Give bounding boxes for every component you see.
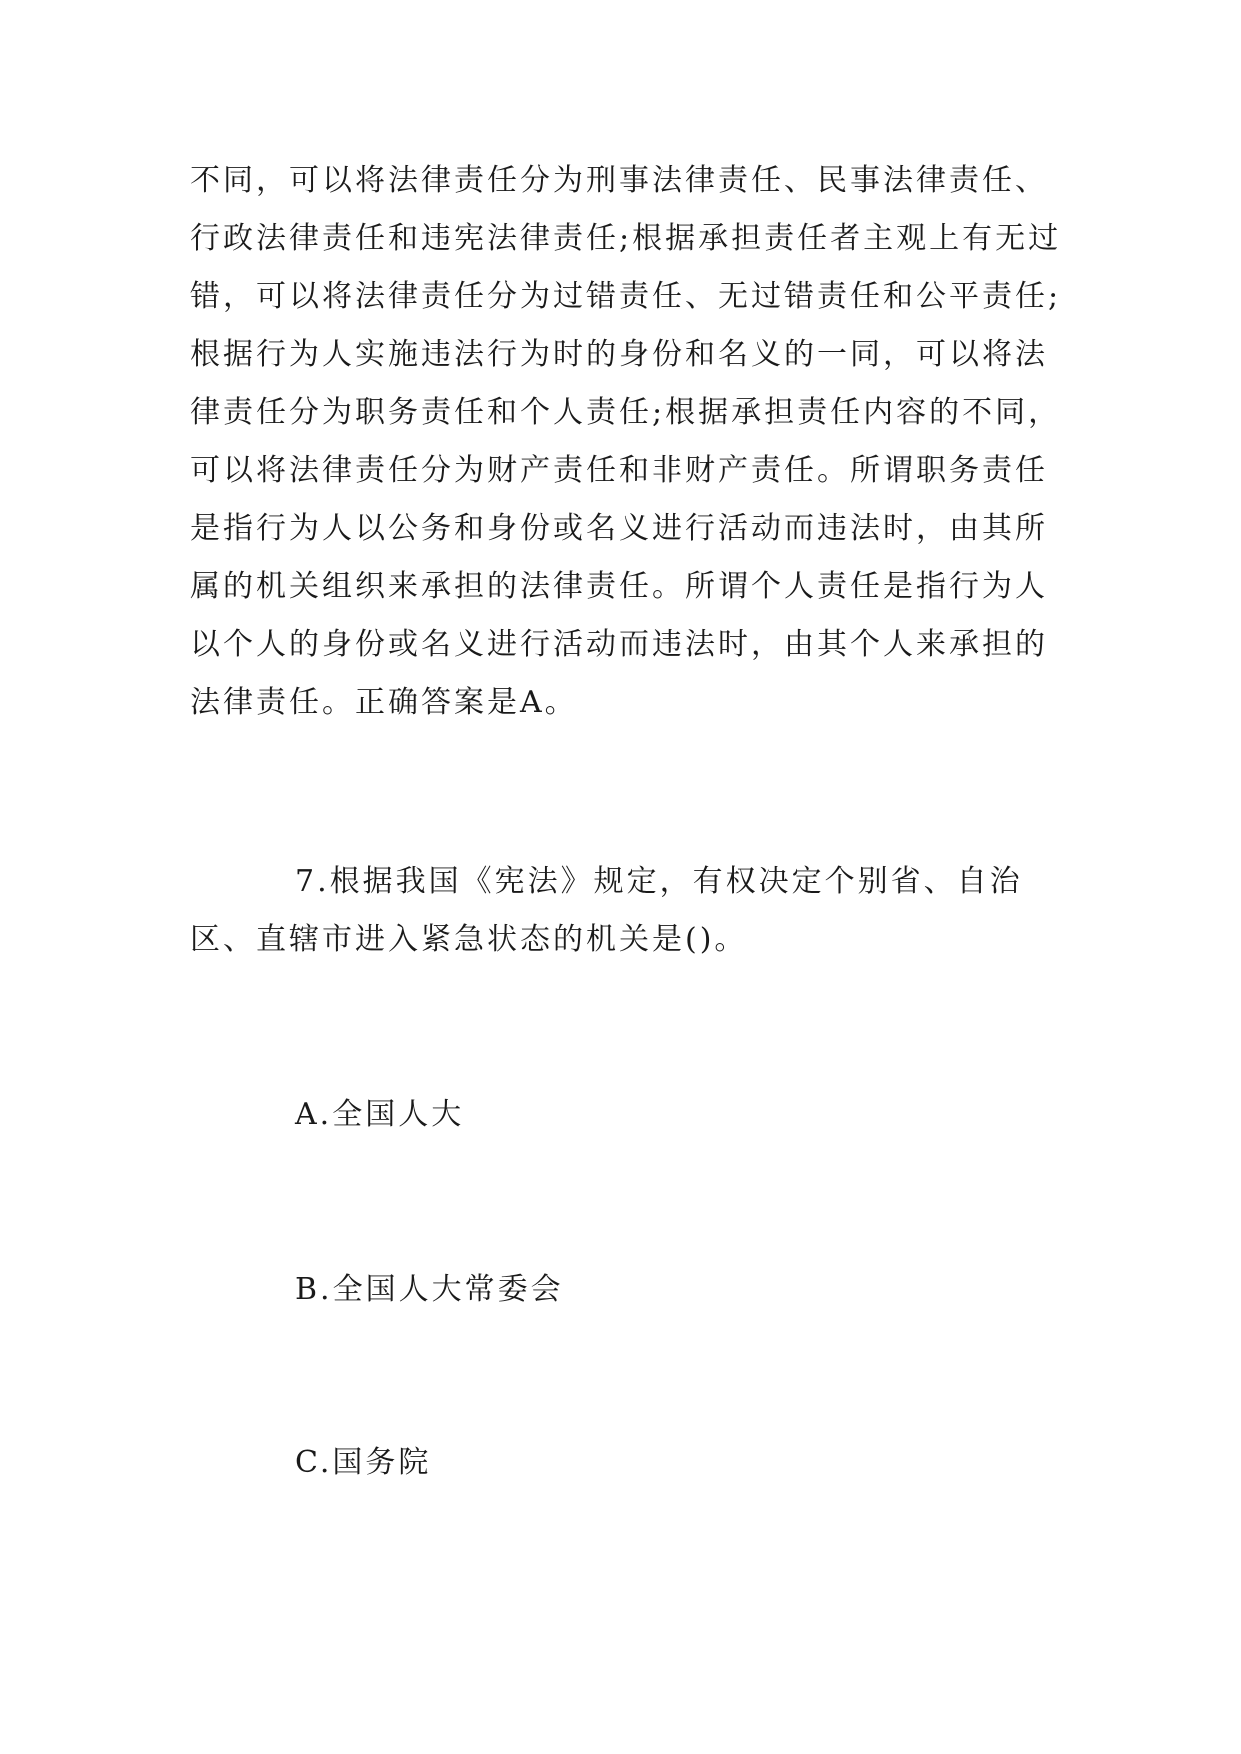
option-a: A.全国人大 xyxy=(295,1097,465,1132)
option-c: C.国务院 xyxy=(295,1445,432,1480)
question-7-stem: 7.根据我国《宪法》规定，有权决定个别省、自治区、直辖市进入紧急状态的机关是()。 xyxy=(190,864,1023,957)
answer-explanation-paragraph: 不同，可以将法律责任分为刑事法律责任、民事法律责任、行政法律责任和违宪法律责任;根据承担责任者主观上有无过错，可以将法律责任分为过错责任、无过错责任和公平责任;根据行为人实施违法行为时的身份和名义的一同，可以将法律责任分为职务责任和个人责任;根据承担责任内容的不同，可以将法律责任分为财产责任和非财产责任。所谓职务责任是指行为人以公务和身份或名义进行活动而违法时，由其所属的机关组织来承担的法律责任。所谓个人责任是指行为人以个人的身份或名义进行活动而违法时，由其个人来承担的法律责任。正确答案是A。 xyxy=(190,163,1062,720)
option-b: B.全国人大常委会 xyxy=(295,1272,564,1307)
